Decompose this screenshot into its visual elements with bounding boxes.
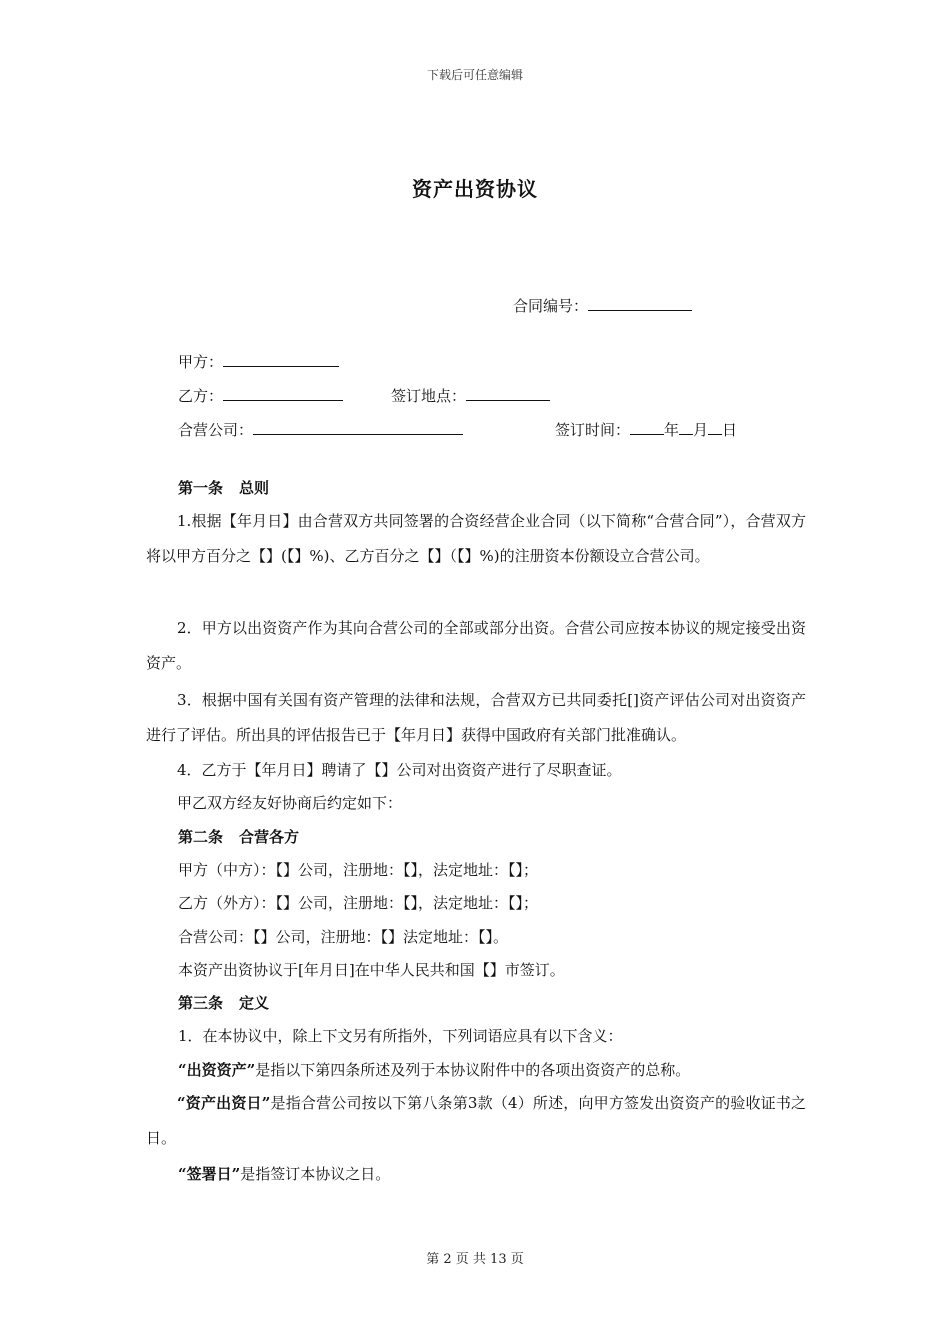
article-1-heading — [178, 478, 269, 498]
article-2-number: 第二条 — [178, 828, 224, 846]
party-b-line — [178, 384, 343, 406]
party-a-label: 甲方： — [178, 353, 224, 371]
article-2-signing: 本资产出资协议于[年月日]在中华人民共和国【】市签订。 — [178, 961, 565, 979]
article-1-para-3: 3．根据中国有关国有资产管理的法律和法规，合营双方已共同委托[]资产评估公司对出资资产进行了评估。所出具的评估报告已于【年月日】获得中国政府有关部门批准确认。 — [146, 691, 806, 744]
article-2-jv-company: 合营公司：【】公司，注册地：【】法定地址：【】。 — [178, 928, 509, 946]
party-a-blank[interactable] — [223, 350, 339, 367]
sign-year-unit: 年 — [664, 421, 680, 439]
article-1-para-2: 2．甲方以出资资产作为其向合营公司的全部或部分出资。合营公司应按本协议的规定接受出资资产。 — [146, 619, 806, 672]
definition-contributed-assets — [178, 1060, 690, 1080]
jv-company-line — [178, 418, 463, 440]
definition-term: “签署日” — [178, 1165, 241, 1183]
article-1-para-1: 1.根据【年月日】由合营双方共同签署的合资经营企业合同（以下简称“合营合同”），合营双方将以甲方百分之【】(【】%)、乙方百分之【】（【】%)的注册资本份额设立合营公司。 — [146, 512, 806, 565]
header-note: 下载后可任意编辑 — [426, 68, 523, 82]
sign-time-line — [555, 418, 737, 440]
sign-day-unit: 日 — [722, 421, 738, 439]
definition-text: 是指以下第四条所述及列于本协议附件中的各项出资资产的总称。 — [255, 1061, 691, 1079]
sign-place-blank[interactable] — [466, 384, 550, 401]
article-1-number: 第一条 — [178, 479, 224, 497]
contract-number-blank[interactable] — [588, 294, 692, 311]
document-title: 资产出资协议 — [412, 177, 538, 201]
article-1-title: 总则 — [239, 479, 270, 497]
jv-company-label: 合营公司： — [178, 421, 254, 439]
definition-term: “资产出资日” — [177, 1094, 271, 1112]
definition-term: “出资资产” — [178, 1061, 256, 1079]
definition-text: 是指合营公司按以下第八条第3款（4）所述，向甲方签发出资资产的验收证书之日。 — [146, 1094, 806, 1147]
article-2-title: 合营各方 — [239, 828, 300, 846]
article-1-para-4: 4．乙方于【年月日】聘请了【】公司对出资资产进行了尽职查证。 — [177, 761, 622, 779]
contract-number-line — [513, 294, 692, 316]
article-3-para-1: 1．在本协议中，除上下文另有所指外，下列词语应具有以下含义： — [178, 1027, 623, 1045]
article-2-party-b: 乙方（外方）：【】公司，注册地：【】，法定地址：【】； — [178, 894, 539, 912]
sign-month-blank[interactable] — [679, 418, 693, 435]
contract-number-label: 合同编号： — [513, 297, 589, 315]
sign-year-blank[interactable] — [630, 418, 664, 435]
sign-month-unit: 月 — [693, 421, 709, 439]
jv-company-blank[interactable] — [253, 418, 463, 435]
article-3-heading — [178, 993, 269, 1013]
party-b-label: 乙方： — [178, 387, 224, 405]
article-3-title: 定义 — [239, 994, 270, 1012]
article-3-number: 第三条 — [178, 994, 224, 1012]
definition-text: 是指签订本协议之日。 — [240, 1165, 391, 1183]
article-2-party-a: 甲方（中方）：【】公司，注册地：【】，法定地址：【】； — [178, 861, 539, 879]
article-1-para-5: 甲乙双方经友好协商后约定如下： — [177, 794, 403, 812]
sign-day-blank[interactable] — [708, 418, 722, 435]
party-b-blank[interactable] — [223, 384, 343, 401]
sign-place-line — [391, 384, 550, 406]
definition-contribution-date — [146, 1086, 806, 1156]
party-a-line — [178, 350, 339, 372]
page-footer: 第 2 页 共 13 页 — [426, 1252, 524, 1267]
article-2-heading — [178, 827, 299, 847]
sign-time-label: 签订时间： — [555, 421, 631, 439]
definition-signing-date — [178, 1164, 390, 1184]
sign-place-label: 签订地点： — [391, 387, 467, 405]
